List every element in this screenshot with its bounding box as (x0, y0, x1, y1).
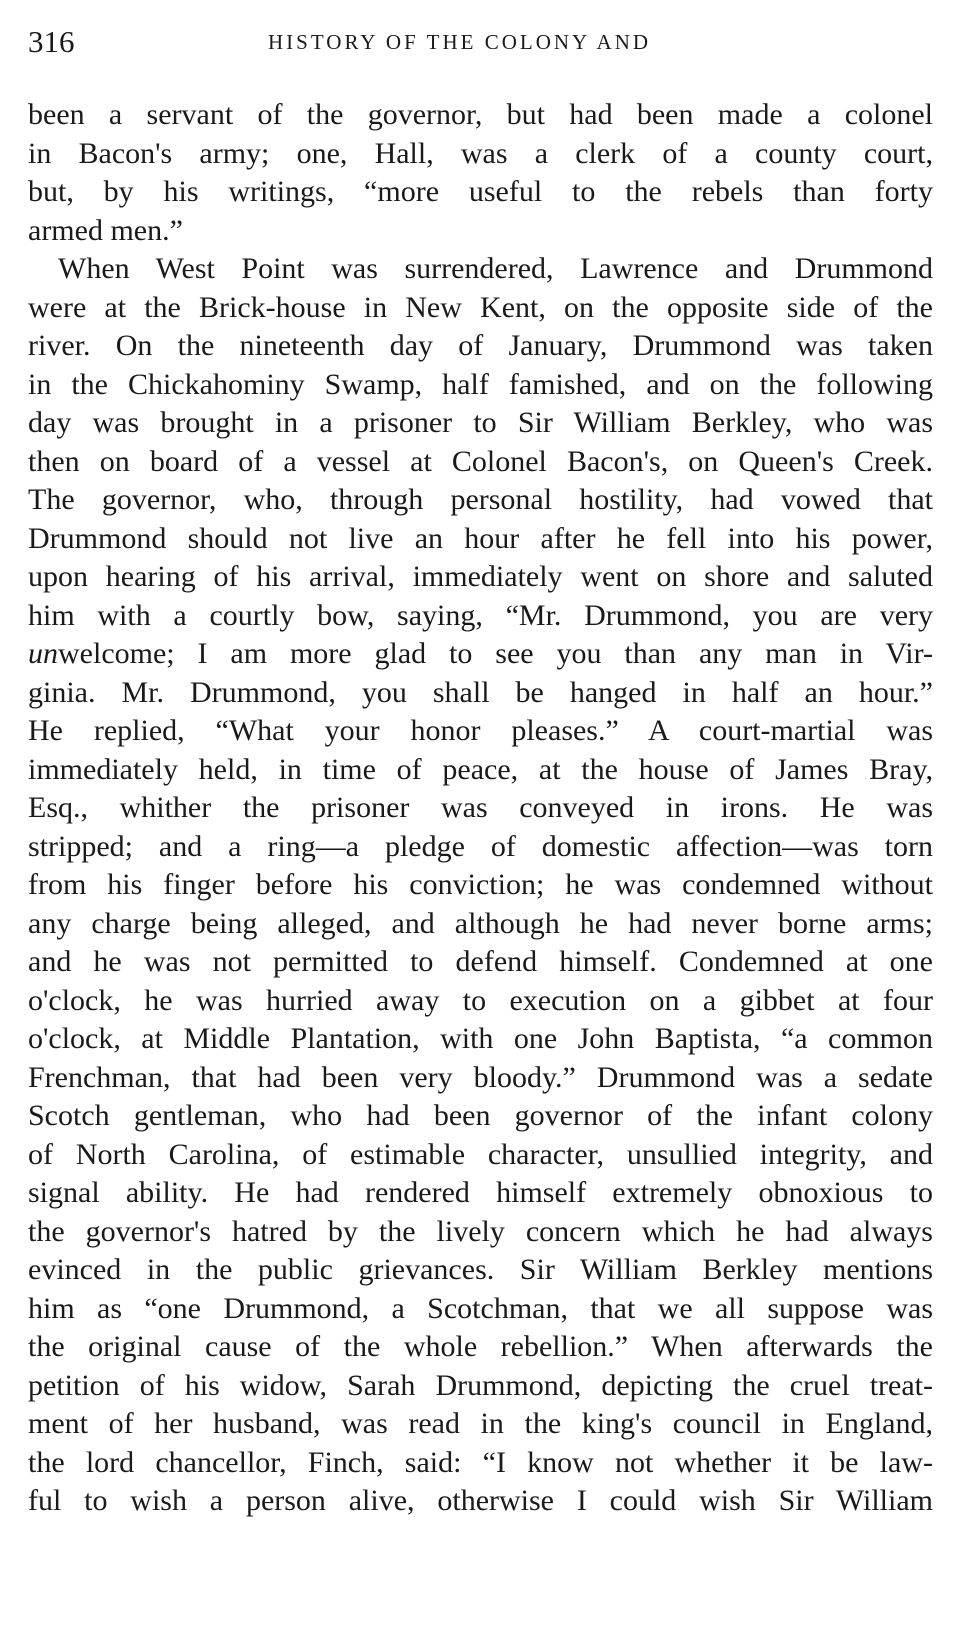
text-line: ful to wish a person alive, otherwise I could wish Sir William (28, 1484, 933, 1517)
text-line: him as “one Drummond, a Scotchman, that we all suppose was (28, 1291, 933, 1325)
running-title: HISTORY OF THE COLONY AND (268, 30, 652, 54)
text-line: Scotch gentleman, who had been governor of the infant colony (28, 1099, 933, 1132)
running-head (28, 22, 933, 62)
text-line: signal ability. He had rendered himself extremely obnoxious to (28, 1176, 933, 1209)
text-line: Frenchman, that had been very bloody.” Drummond was a sedate (28, 1060, 933, 1094)
body-text (28, 96, 933, 1521)
text-line: but, by his writings, “more useful to the rebels than forty (28, 175, 933, 208)
text-line: stripped; and a ring—a pledge of domestic affection—was torn (28, 829, 933, 863)
text-line: the governor's hatred by the lively concern which he had always (28, 1214, 933, 1248)
text-line: then on board of a vessel at Colonel Bacon's, on Queen's Creek. (28, 444, 933, 478)
text-line-with-italic (28, 635, 933, 674)
italic-emphasis: un (28, 637, 58, 670)
text-line: and he was not permitted to defend himself. Condemned at one (28, 945, 933, 978)
text-line: petition of his widow, Sarah Drummond, depicting the cruel treat- (28, 1368, 933, 1402)
text-line: ginia. Mr. Drummond, you shall be hanged in half an hour.” (28, 675, 933, 709)
text-line: evinced in the public grievances. Sir William Berkley mentions (28, 1253, 933, 1286)
text-line: Esq., whither the prisoner was conveyed in irons. He was (28, 791, 933, 824)
text-line: the original cause of the whole rebellion.” When afterwards the (28, 1330, 933, 1363)
text-line: in the Chickahominy Swamp, half famished, and on the following (28, 367, 933, 401)
text-line: day was brought in a prisoner to Sir William Berkley, who was (28, 406, 933, 439)
text-line: the lord chancellor, Finch, said: “I know not whether it be law- (28, 1445, 933, 1479)
text-line: were at the Brick-house in New Kent, on the opposite side of the (28, 290, 933, 324)
text-line: The governor, who, through personal hostility, had vowed that (28, 483, 933, 516)
text-line: upon hearing of his arrival, immediately went on shore and saluted (28, 560, 933, 593)
text-line: in Bacon's army; one, Hall, was a clerk of a county court, (28, 136, 933, 170)
text-line: Drummond should not live an hour after he fell into his power, (28, 521, 933, 555)
text-line: been a servant of the governor, but had been made a colonel (28, 98, 933, 131)
page-number: 316 (28, 24, 75, 59)
text-line: o'clock, at Middle Plantation, with one John Baptista, “a common (28, 1022, 933, 1055)
text-line: armed men.” (28, 213, 183, 247)
text-line: of North Carolina, of estimable character, unsullied integrity, and (28, 1137, 933, 1171)
text-line: ment of her husband, was read in the king's council in England, (28, 1407, 933, 1440)
text-line-rest: welcome; I am more glad to see you than any man in Vir- (58, 637, 933, 670)
paragraph-start-line: When West Point was surrendered, Lawrence and Drummond (58, 252, 933, 285)
text-line: river. On the nineteenth day of January, Drummond was taken (28, 329, 933, 362)
text-line: him with a courtly bow, saying, “Mr. Drummond, you are very (28, 598, 933, 632)
text-line: o'clock, he was hurried away to execution on a gibbet at four (28, 983, 933, 1017)
text-line: immediately held, in time of peace, at the house of James Bray, (28, 752, 933, 786)
text-line: He replied, “What your honor pleases.” A court-martial was (28, 714, 933, 747)
text-line: any charge being alleged, and although he had never borne arms; (28, 906, 933, 940)
text-line: from his finger before his conviction; he was condemned without (28, 868, 933, 901)
